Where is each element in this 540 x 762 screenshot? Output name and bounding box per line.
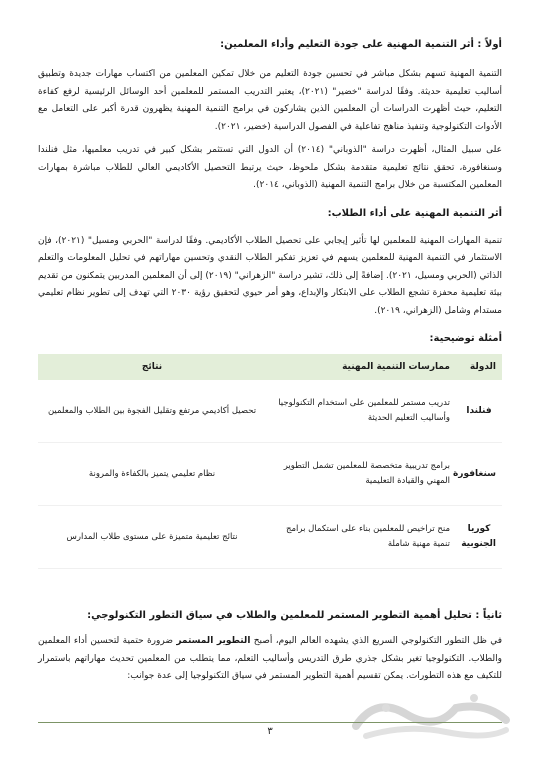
table-row: [38, 506, 502, 569]
cell-country: فنلندا: [456, 380, 502, 443]
cell-results: تحصيل أكاديمي مرتفع وتقليل الفجوة بين الطلاب والمعلمين: [38, 380, 266, 443]
cell-results: نظام تعليمي يتميز بالكفاءة والمرونة: [38, 443, 266, 506]
table-header-row: [38, 354, 502, 380]
section-student-impact: [38, 207, 502, 321]
header-results: نتائج: [38, 354, 266, 380]
examples-table: [38, 354, 502, 569]
header-practice: ممارسات التنمية المهنية: [266, 354, 456, 380]
emphasis-text: التطوير المستمر: [176, 636, 251, 646]
cell-practice: منح تراخيص للمعلمين بناء على استكمال برامج تنمية مهنية شاملة: [266, 506, 456, 569]
header-country: الدولة: [456, 354, 502, 380]
section-continuous-development: [38, 609, 502, 686]
page-content: [38, 38, 502, 692]
watermark-logo: [346, 686, 516, 746]
paragraph: على سبيل المثال، أظهرت دراسة "الذوباني" (٢٠١٤) أن الدول التي تستثمر بشكل كبير في تدريب معلميها، مثل فنلندا وسنغافورة، تحقق نتائج تعليمية متقدمة بشكل ملحوظ، حيث يرتبط التحصيل الأكاديمي العالي للطلاب مباشرة بمهارات المعلمين المكتسبة من خلال برامج التنمية المهنية (الذوباني، ٢٠١٤).: [38, 145, 502, 190]
section-heading: أثر التنمية المهنية على أداء الطلاب:: [327, 207, 502, 219]
section-heading: أمثلة توضيحية:: [429, 333, 502, 344]
cell-results: نتائج تعليمية متميزة على مستوى طلاب المدارس: [38, 506, 266, 569]
cell-country: سنغافورة: [456, 443, 502, 506]
page-number: ٣: [267, 726, 273, 737]
cell-country: كوريا الجنوبية: [456, 506, 502, 569]
section-quality-impact: [38, 38, 502, 195]
cell-practice: تدريب مستمر للمعلمين على استخدام التكنولوجيا وأساليب التعليم الحديثة: [266, 380, 456, 443]
paragraph: التنمية المهنية تسهم بشكل مباشر في تحسين جودة التعليم من خلال تمكين المعلمين من اكتساب مهارات جديدة وتطبيق أساليب تعليمية حديثة. وفقًا لدراسة "خضير" (٢٠٢١)، يعتبر التدريب المستمر للمعلمين أحد الوسائل الرئيسية لرفع كفاءة التعليم، حيث أظهرت الدراسات أن المعلمين الذين يشاركون في برامج التنمية المهنية يظهرون قدرة أكبر على التعامل مع الأدوات التكنولوجية وتنفيذ مناهج تفاعلية في الفصول الدراسية (خضير، ٢٠٢١).: [38, 69, 503, 132]
section-examples: [38, 332, 502, 569]
table-row: [38, 443, 502, 506]
paragraph: تنمية المهارات المهنية للمعلمين لها تأثير إيجابي على تحصيل الطلاب الأكاديمي. وفقًا لدراسة "الحربي ومسيل" (٢٠٢١)، فإن الاستثمار في التنمية المهنية للمعلمين يسهم في تعزيز تفكير الطلاب النقدي وتحسين مهاراتهم في تحليل المعلومات والتعلم الذاتي (الحربي ومسيل، ٢٠٢١). إضافةً إلى ذلك، تشير دراسة "الزهراني" (٢٠١٩) إلى أن المعلمين المدربين يتمكنون من تقديم بيئة تعليمية محفزة تشجع الطلاب على الابتكار والإبداع، وهو أمر حيوي لتحقيق رؤية ٢٠٣٠ التي تهدف إلى تطوير نظام تعليمي مستدام وشامل (الزهراني، ٢٠١٩).: [38, 235, 502, 316]
paragraph-text: في ظل التطور التكنولوجي السريع الذي يشهده العالم اليوم، أصبح: [250, 636, 502, 646]
cell-practice: برامج تدريبية متخصصة للمعلمين تشمل التطوير المهني والقيادة التعليمية: [266, 443, 456, 506]
section-heading: ثانياً : تحليل أهمية التطوير المستمر للمعلمين والطلاب في سياق التطور التكنولوجي:: [87, 610, 502, 621]
table-row: [38, 380, 502, 443]
footer-rule: [38, 722, 502, 723]
paragraph: [38, 633, 502, 686]
paragraph-text: ضرورة حتمية لتحسين أداء المعلمين والطلاب. التكنولوجيا تغير بشكل جذري طرق التدريس وأساليب التعلم، مما يتطلب من المعلمين تحديث مهاراتهم باستمرار للتكيف مع هذه التطورات. يمكن تقسيم أهمية التطوير المستمر في سياق التكنولوجيا إلى عدة جوانب:: [38, 636, 502, 681]
section-heading: أولاً : أثر التنمية المهنية على جودة التعليم وأداء المعلمين:: [220, 39, 502, 50]
